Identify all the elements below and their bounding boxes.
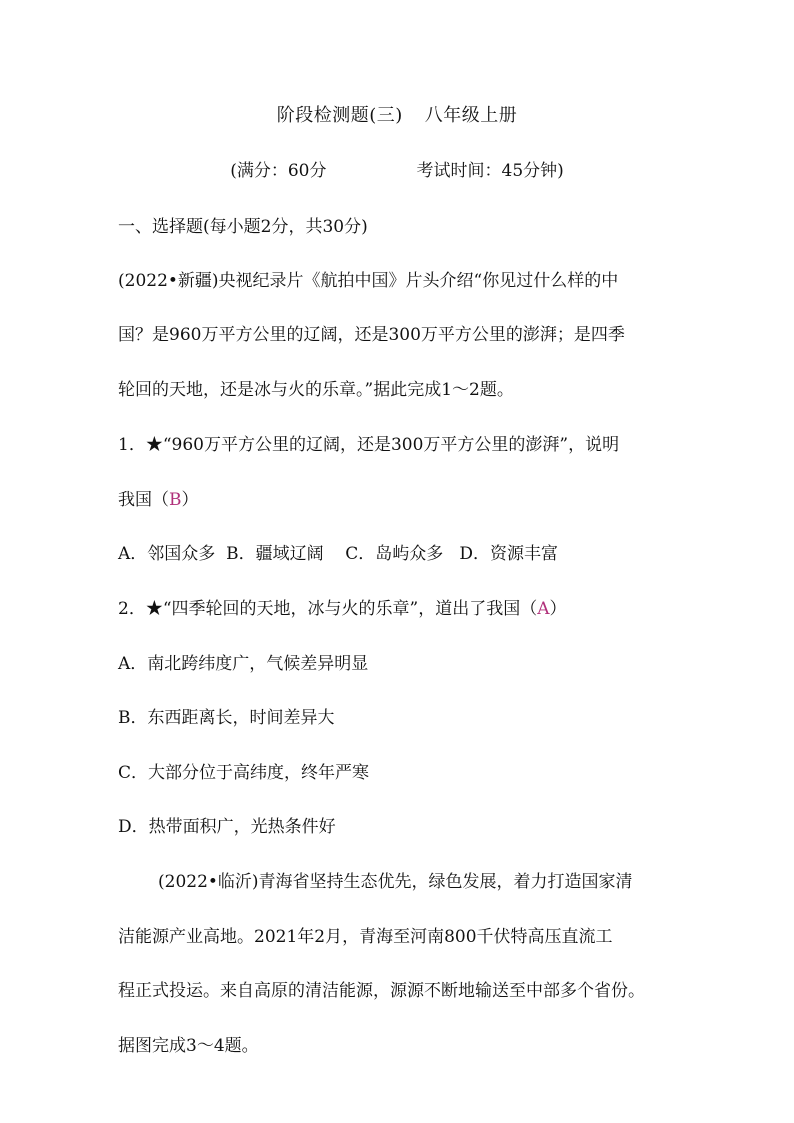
- passage1-line3: 轮回的天地，还是冰与火的乐章。”据此完成1～2题。: [118, 380, 514, 400]
- q2-answer: A: [537, 599, 550, 619]
- q1-options: A．邻国众多 B．疆域辽阔 C．岛屿众多 D．资源丰富: [118, 544, 559, 564]
- full-score: (满分：60分: [230, 161, 327, 181]
- title-grade: 八年级上册: [424, 105, 518, 126]
- q1-stem-prefix: 我国（: [118, 490, 169, 510]
- q1-stem-suffix: ）: [181, 490, 199, 510]
- q2-option-a: A．南北跨纬度广，气候差异明显: [118, 654, 369, 674]
- q2-stem: [118, 596, 678, 622]
- passage1-line2: 国？是960万平方公里的辽阔，还是300万平方公里的澎湃；是四季: [118, 325, 625, 345]
- q1-answer: B: [169, 490, 182, 510]
- exam-time: 考试时间：45分钟): [416, 161, 564, 181]
- q2-option-d: D．热带面积广，光热条件好: [118, 817, 336, 837]
- passage2-line3: 程正式投运。来自高原的清洁能源，源源不断地输送至中部多个省份。: [118, 981, 645, 1001]
- q2-option-c: C．大部分位于高纬度，终年严寒: [118, 763, 370, 783]
- exam-meta: [0, 158, 794, 184]
- q1-stem-line2: [118, 487, 678, 513]
- q1-stem-line1: 1．★“960万平方公里的辽阔，还是300万平方公里的澎湃”，说明: [118, 435, 620, 455]
- q2-stem-prefix: 2．★“四季轮回的天地，冰与火的乐章”，道出了我国（: [118, 599, 538, 619]
- q2-stem-suffix: ）: [549, 599, 567, 619]
- passage1-line1: (2022•新疆)央视纪录片《航拍中国》片头介绍“你见过什么样的中: [118, 271, 619, 291]
- title-main: 阶段检测题(三): [276, 105, 403, 126]
- passage2-line4: 据图完成3～4题。: [118, 1036, 259, 1056]
- passage2-line1: (2022•临沂)青海省坚持生态优先，绿色发展，着力打造国家清: [158, 872, 633, 892]
- passage2-line2: 洁能源产业高地。2021年2月，青海至河南800千伏特高压直流工: [118, 927, 613, 947]
- q2-option-b: B．东西距离长，时间差异大: [118, 708, 335, 728]
- page-title: [0, 103, 794, 129]
- section-heading: 一、选择题(每小题2分，共30分): [118, 217, 368, 237]
